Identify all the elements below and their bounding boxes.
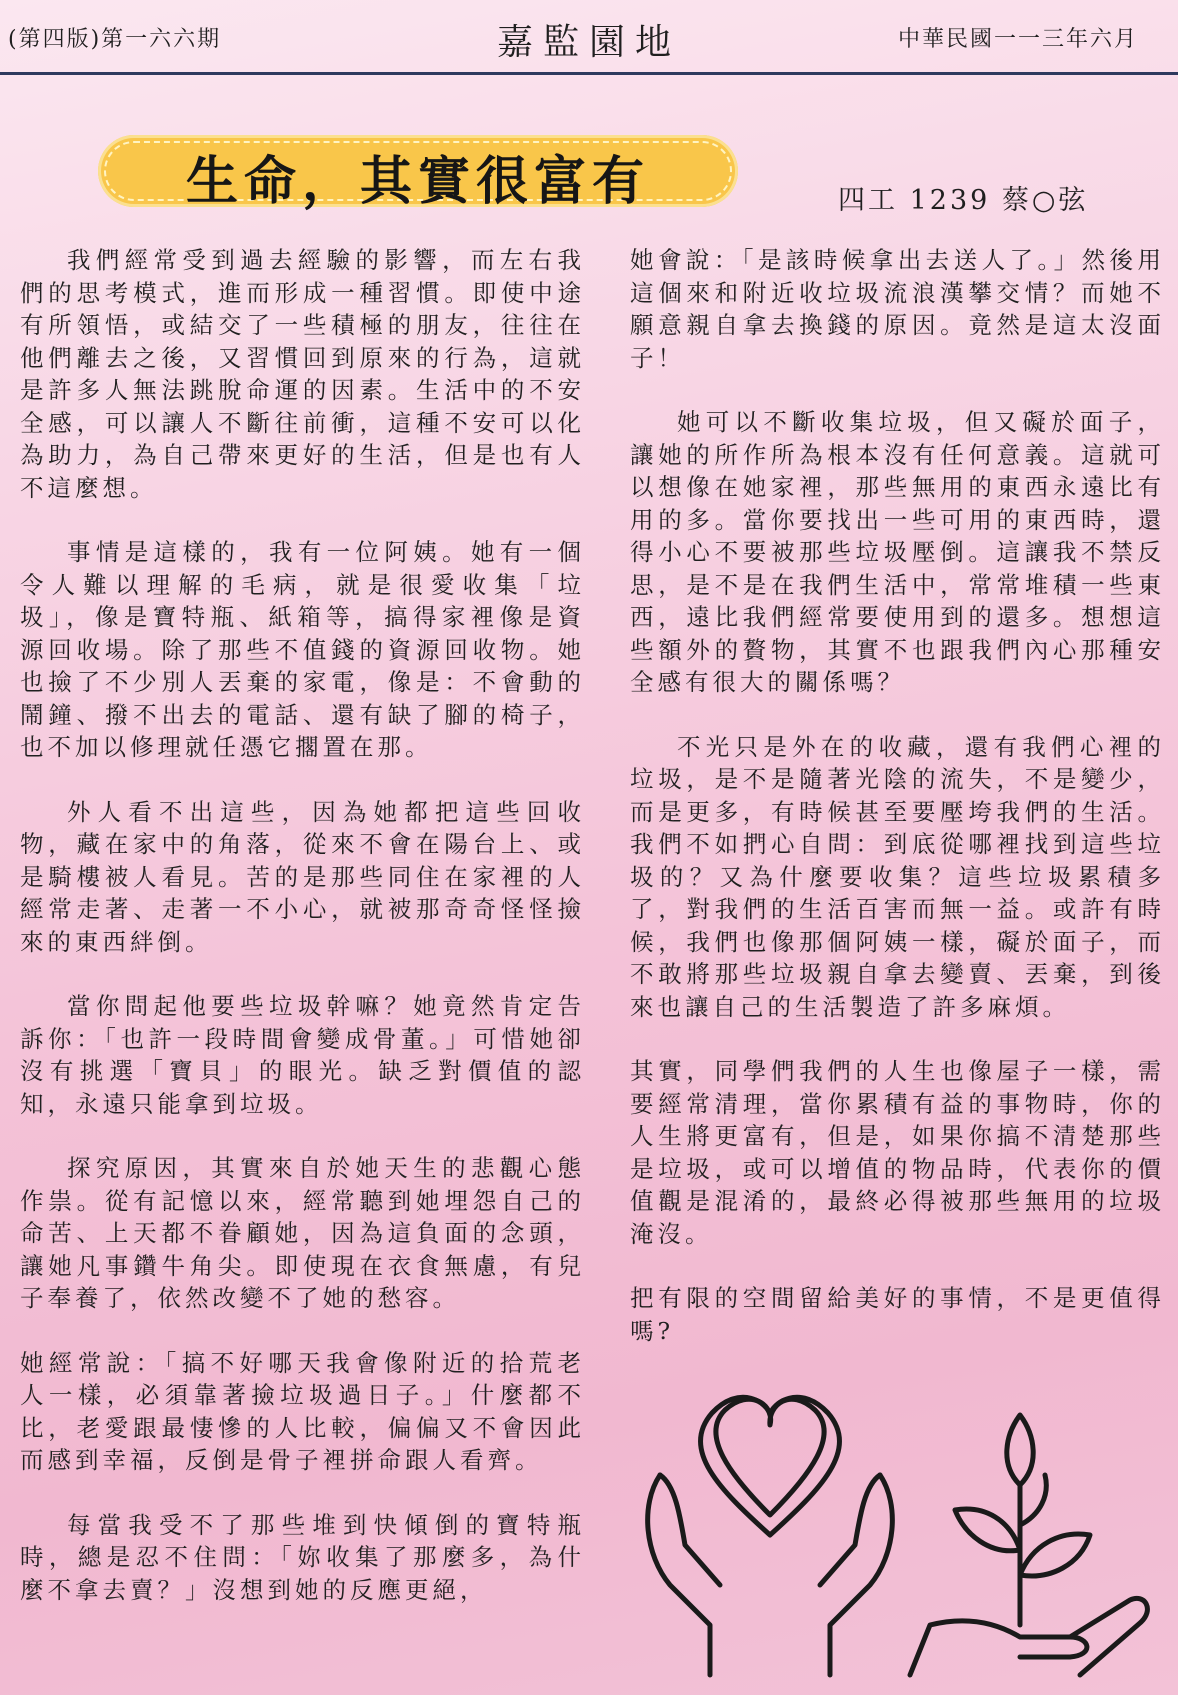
article-author: 四工 1239 蔡○弦 xyxy=(838,185,1089,216)
paragraph: 事情是這樣的，我有一位阿姨。她有一個令人難以理解的毛病，就是很愛收集「垃圾」，像是寶特瓶、紙箱等，搞得家裡像是資源回收場。除了那些不值錢的資源回收物。她也撿了不少別人丟棄的家電，像是：不會動的鬧鐘、撥不出去的電話、還有缺了腳的椅子，也不加以修理就任憑它擱置在那。 xyxy=(20,538,585,761)
illustration xyxy=(640,1375,1160,1695)
paragraph: 她可以不斷收集垃圾，但又礙於面子，讓她的所作所為根本沒有任何意義。這就可以想像在她家裡，那些無用的東西永遠比有用的多。當你要找出一些可用的東西時，還得小心不要被那些垃圾壓倒。這讓我不禁反思，是不是在我們生活中，常常堆積一些東西，遠比我們經常要使用到的還多。想想這些額外的贅物，其實不也跟我們內心那種安全感有很大的關係嗎？ xyxy=(630,408,1165,696)
article-title-banner xyxy=(98,135,738,212)
paragraph: 當你問起他要些垃圾幹嘛？她竟然肯定告訴你：「也許一段時間會變成骨董。」可惜她卻沒有挑選「寶貝」的眼光。缺乏對價值的認知，永遠只能拿到垃圾。 xyxy=(20,992,585,1118)
paragraph: 外人看不出這些，因為她都把這些回收物，藏在家中的角落，從來不會在陽台上、或是騎樓被人看見。苦的是那些同住在家裡的人經常走著、走著一不小心，就被那奇奇怪怪撿來的東西絆倒。 xyxy=(20,797,585,956)
paragraph: 把有限的空間留給美好的事情，不是更值得嗎? xyxy=(630,1284,1165,1345)
paragraph: 我們經常受到過去經驗的影響，而左右我們的思考模式，進而形成一種習慣。即使中途有所領悟，或結交了一些積極的朋友，往往在他們離去之後，又習慣回到原來的行為，這就是許多人無法跳脫命運的因素。生活中的不安全感，可以讓人不斷往前衝，這種不安可以化為助力，為自己帶來更好的生活，但是也有人不這麼想。 xyxy=(20,246,585,502)
paragraph: 她經常說：「搞不好哪天我會像附近的拾荒老人一樣，必須靠著撿垃圾過日子。」什麼都不比，老愛跟最悽慘的人比較，偏偏又不會因此而感到幸福，反倒是骨子裡拼命跟人看齊。 xyxy=(20,1348,585,1474)
article-column-left xyxy=(20,244,585,1638)
paragraph: 其實，同學們我們的人生也像屋子一樣，需要經常清理，當你累積有益的事物時，你的人生將更富有，但是，如果你搞不清楚那些是垃圾，或可以增值的物品時，代表你的價值觀是混淆的，最終必得被那些無用的垃圾淹沒。 xyxy=(630,1057,1165,1248)
paragraph: 每當我受不了那些堆到快傾倒的寶特瓶時，總是忍不住問：「妳收集了那麼多，為什麼不拿去賣？」沒想到她的反應更絕， xyxy=(20,1510,585,1604)
article-title: 生命，其實很富有 xyxy=(185,152,650,212)
hand-holding-sprout-icon xyxy=(910,1415,1147,1675)
issue-label: (第四版)第一六六期 xyxy=(8,27,222,52)
publication-title: 嘉監園地 xyxy=(496,22,681,63)
article-column-right xyxy=(630,244,1165,1379)
paragraph: 探究原因，其實來自於她天生的悲觀心態作祟。從有記憶以來，經常聽到她埋怨自己的命苦、上天都不眷顧她，因為這負面的念頭，讓她凡事鑽牛角尖。即使現在衣食無慮，有兒子奉養了，依然改變不了她的愁容。 xyxy=(20,1154,585,1312)
issue-date: 中華民國一一三年六月 xyxy=(897,27,1138,52)
hands-holding-heart-icon xyxy=(648,1397,893,1675)
page-header xyxy=(0,0,1178,75)
paragraph: 不光只是外在的收藏，還有我們心裡的垃圾，是不是隨著光陰的流失，不是變少，而是更多，有時候甚至要壓垮我們的生活。我們不如捫心自問：到底從哪裡找到這些垃圾的？又為什麼要收集？這些垃圾累積多了，對我們的生活百害而無一益。或許有時候，我們也像那個阿姨一樣，礙於面子，而不敢將那些垃圾親自拿去變賣、丟棄，到後來也讓自己的生活製造了許多麻煩。 xyxy=(630,732,1165,1021)
paragraph: 她會說：「是該時候拿出去送人了。」然後用這個來和附近收垃圾流浪漢攀交情？而她不願意親自拿去換錢的原因。竟然是這太沒面子！ xyxy=(630,246,1165,372)
